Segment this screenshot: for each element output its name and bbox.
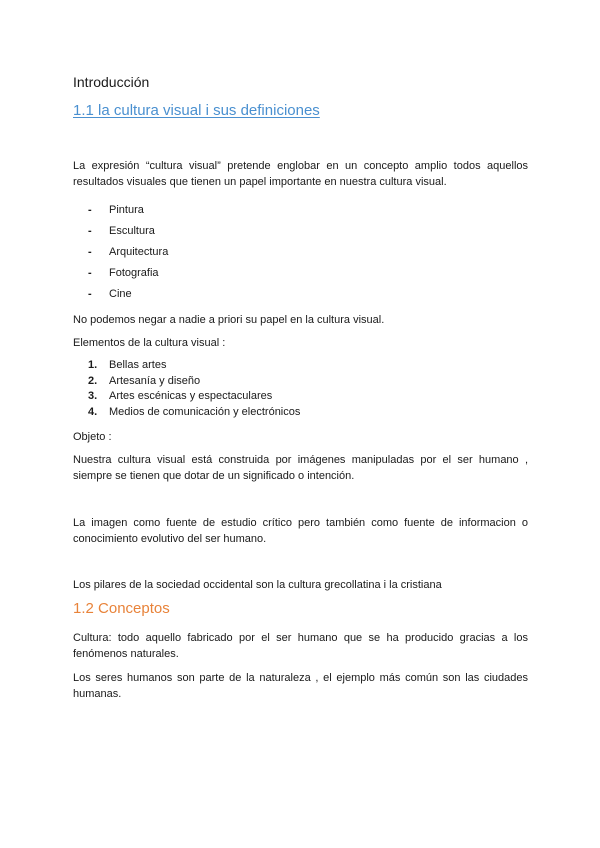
list-item-text: Medios de comunicación y electrónicos [109, 405, 301, 418]
objeto-paragraph: Nuestra cultura visual está construida por imágenes manipuladas por el ser humano , siempre se tienen que dotar de un significado o intención. [73, 454, 528, 482]
dash-bullet: - [88, 204, 92, 216]
dash-bullet: - [88, 288, 92, 300]
section-heading-conceptos: 1.2 Conceptos [73, 600, 170, 617]
list-item-text: Bellas artes [109, 359, 167, 371]
document-title: Introducción [73, 74, 150, 90]
no-podemos-paragraph: No podemos negar a nadie a priori su papel en la cultura visual. [73, 314, 385, 326]
seres-paragraph: Los seres humanos son parte de la naturaleza , el ejemplo más común son las ciudades humanas. [73, 672, 528, 700]
list-item-text: Escultura [109, 225, 155, 237]
list-item-text: Cine [109, 288, 132, 300]
dash-bullet: - [88, 246, 92, 258]
list-item-text: Pintura [109, 204, 144, 216]
list-number: 1. [88, 359, 98, 371]
list-number: 3. [88, 390, 98, 402]
dash-bullet: - [88, 225, 92, 237]
elementos-label: Elementos de la cultura visual : [73, 337, 226, 349]
list-number: 2. [88, 374, 98, 387]
cultura-paragraph: Cultura: todo aquello fabricado por el ser humano que se ha producido gracias a los fenómenos naturales. [73, 632, 528, 660]
list-item-text: Artesanía y diseño [109, 374, 201, 387]
pilares-paragraph: Los pilares de la sociedad occidental son la cultura grecollatina i la cristiana [73, 579, 442, 591]
dash-bullet: - [88, 267, 92, 279]
imagen-paragraph: La imagen como fuente de estudio crítico pero también como fuente de informacion o conocimiento evolutivo del ser humano. [73, 517, 528, 545]
list-item-text: Fotografia [109, 267, 159, 279]
list-item-text: Arquitectura [109, 246, 169, 258]
section-heading-cultura-visual: 1.1 la cultura visual i sus definiciones [73, 102, 320, 119]
list-number: 4. [88, 405, 98, 418]
objeto-label: Objeto : [73, 431, 112, 443]
intro-paragraph: La expresión “cultura visual” pretende englobar en un concepto amplio todos aquellos resultados visuales que tienen un papel importante en nuestra cultura visual. [73, 160, 528, 188]
list-item-text: Artes escénicas y espectaculares [109, 390, 273, 402]
